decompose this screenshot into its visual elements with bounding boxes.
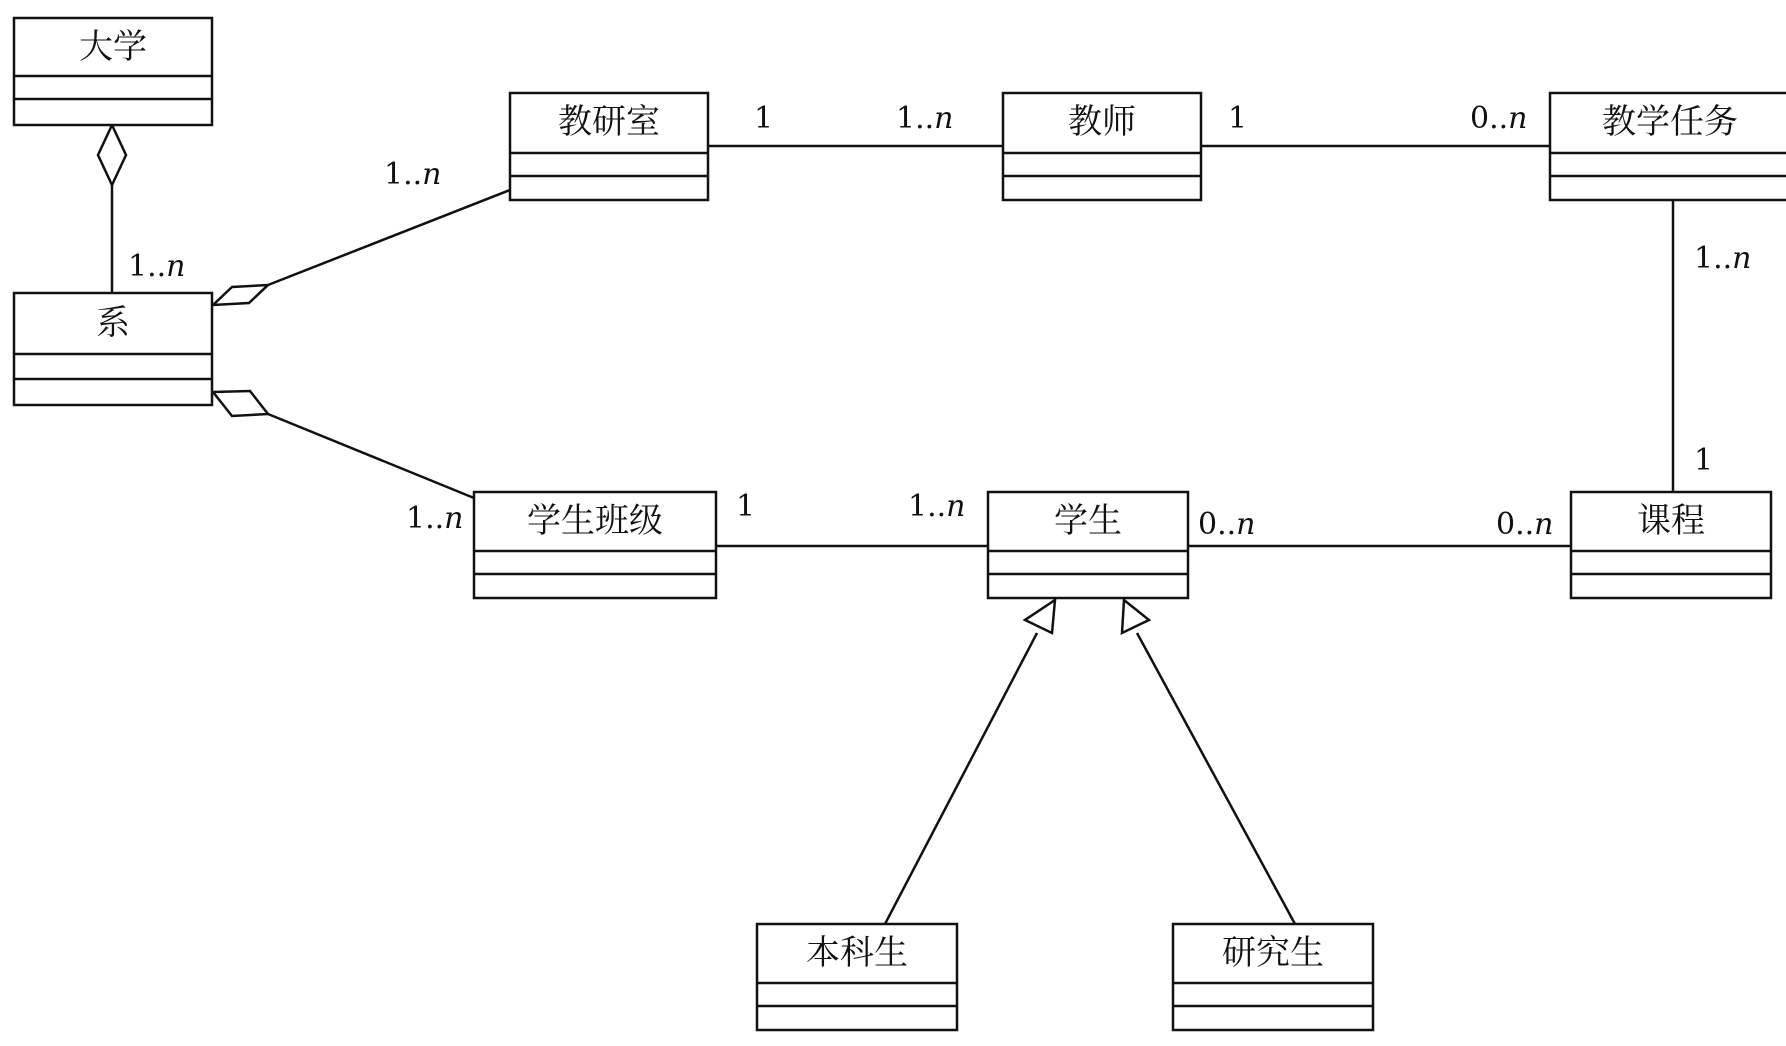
class-student bbox=[988, 492, 1188, 598]
generalization-arrow-graduate bbox=[1122, 600, 1149, 633]
assoc-department-office bbox=[268, 190, 510, 285]
assoc-department-class bbox=[268, 414, 474, 498]
class-course bbox=[1571, 492, 1771, 598]
class-university bbox=[14, 18, 212, 125]
class-name: 研究生 bbox=[1222, 933, 1324, 973]
class-department bbox=[14, 293, 212, 405]
class-undergraduate bbox=[757, 924, 957, 1030]
multiplicity-label: 1..n bbox=[384, 157, 442, 192]
class-graduate bbox=[1173, 924, 1373, 1030]
class-name: 本科生 bbox=[806, 933, 908, 973]
class-teaching-office bbox=[510, 93, 708, 200]
multiplicity-label: 1 bbox=[1694, 443, 1714, 478]
multiplicity-label: 1 bbox=[736, 489, 756, 524]
multiplicity-label: 1..n bbox=[908, 489, 966, 524]
class-teacher bbox=[1003, 93, 1201, 200]
multiplicity-label: 1..n bbox=[1694, 241, 1752, 276]
class-student-class bbox=[474, 492, 716, 598]
multiplicity-label: 0..n bbox=[1470, 101, 1528, 136]
class-name: 教师 bbox=[1068, 102, 1136, 142]
class-name: 教研室 bbox=[558, 102, 660, 142]
multiplicity-label: 1 bbox=[1228, 101, 1248, 136]
generalization-graduate bbox=[1137, 633, 1295, 924]
multiplicity-label: 1 bbox=[754, 101, 774, 136]
class-name: 教学任务 bbox=[1602, 102, 1738, 142]
multiplicity-label: 1..n bbox=[128, 249, 186, 284]
generalization-undergraduate bbox=[885, 633, 1037, 924]
class-teaching-task bbox=[1550, 93, 1786, 200]
class-name: 学生 bbox=[1054, 501, 1122, 541]
multiplicity-label: 0..n bbox=[1496, 507, 1554, 542]
multiplicity-label: 1..n bbox=[896, 101, 954, 136]
multiplicity-label: 0..n bbox=[1198, 507, 1256, 542]
multiplicity-label: 1..n bbox=[406, 501, 464, 536]
aggregation-diamond-office bbox=[213, 285, 268, 305]
aggregation-diamond-university bbox=[98, 125, 126, 185]
class-name: 学生班级 bbox=[527, 501, 663, 541]
generalization-arrow-undergraduate bbox=[1025, 600, 1055, 633]
class-name: 系 bbox=[96, 303, 130, 343]
class-name: 大学 bbox=[79, 27, 147, 67]
aggregation-diamond-class bbox=[213, 391, 268, 416]
class-name: 课程 bbox=[1637, 501, 1705, 541]
